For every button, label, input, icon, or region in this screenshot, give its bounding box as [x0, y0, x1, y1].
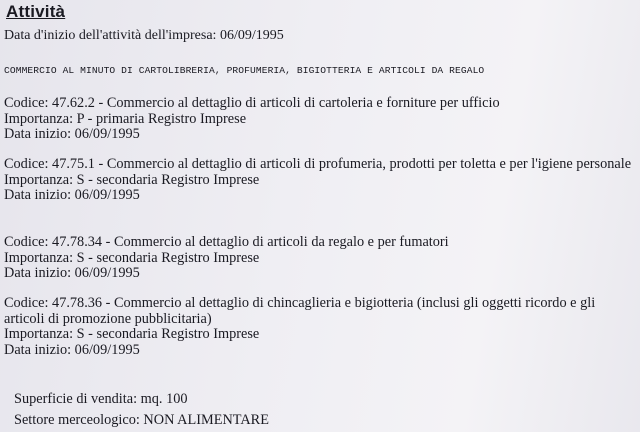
code-line: Codice: 47.78.36 - Commercio al dettaglio di chincaglieria e bigiotteria (inclusi gli oggetti ricordo e gli articoli di promozione pubblicitaria): [4, 295, 596, 327]
start-date-line: Data inizio: 06/09/1995: [4, 187, 140, 203]
activity-code-entry: [4, 235, 634, 282]
importance-line: Importanza: P - primaria Registro Imprese: [4, 110, 247, 127]
activity-code-entry: [4, 96, 634, 143]
start-date-line: Data inizio: 06/09/1995: [4, 341, 140, 358]
goods-sector: Settore merceologico: NON ALIMENTARE: [14, 412, 269, 428]
code-line: Codice: 47.75.1 - Commercio al dettaglio di articoli di profumeria, prodotti per toletta e per l'igiene personale: [4, 156, 632, 172]
activity-description: COMMERCIO AL MINUTO DI CARTOLIBRERIA, PROFUMERIA, BIGIOTTERIA E ARTICOLI DA REGALO: [4, 65, 485, 76]
code-line: Codice: 47.62.2 - Commercio al dettaglio di articoli di cartoleria e forniture per ufficio: [4, 95, 500, 111]
activity-start-date: Data d'inizio dell'attività dell'impresa: 06/09/1995: [4, 28, 284, 43]
sales-area: Superficie di vendita: mq. 100: [14, 391, 188, 407]
importance-line: Importanza: S - secondaria Registro Imprese: [4, 249, 260, 266]
activity-code-entry: [4, 296, 634, 358]
start-date-line: Data inizio: 06/09/1995: [4, 126, 140, 142]
importance-line: Importanza: S - secondaria Registro Imprese: [4, 171, 260, 188]
section-title: Attività: [6, 2, 66, 21]
activity-code-entry: [4, 157, 634, 204]
importance-line: Importanza: S - secondaria Registro Imprese: [4, 326, 260, 342]
code-line: Codice: 47.78.34 - Commercio al dettaglio di articoli da regalo e per fumatori: [4, 234, 449, 250]
start-date-line: Data inizio: 06/09/1995: [4, 265, 140, 281]
